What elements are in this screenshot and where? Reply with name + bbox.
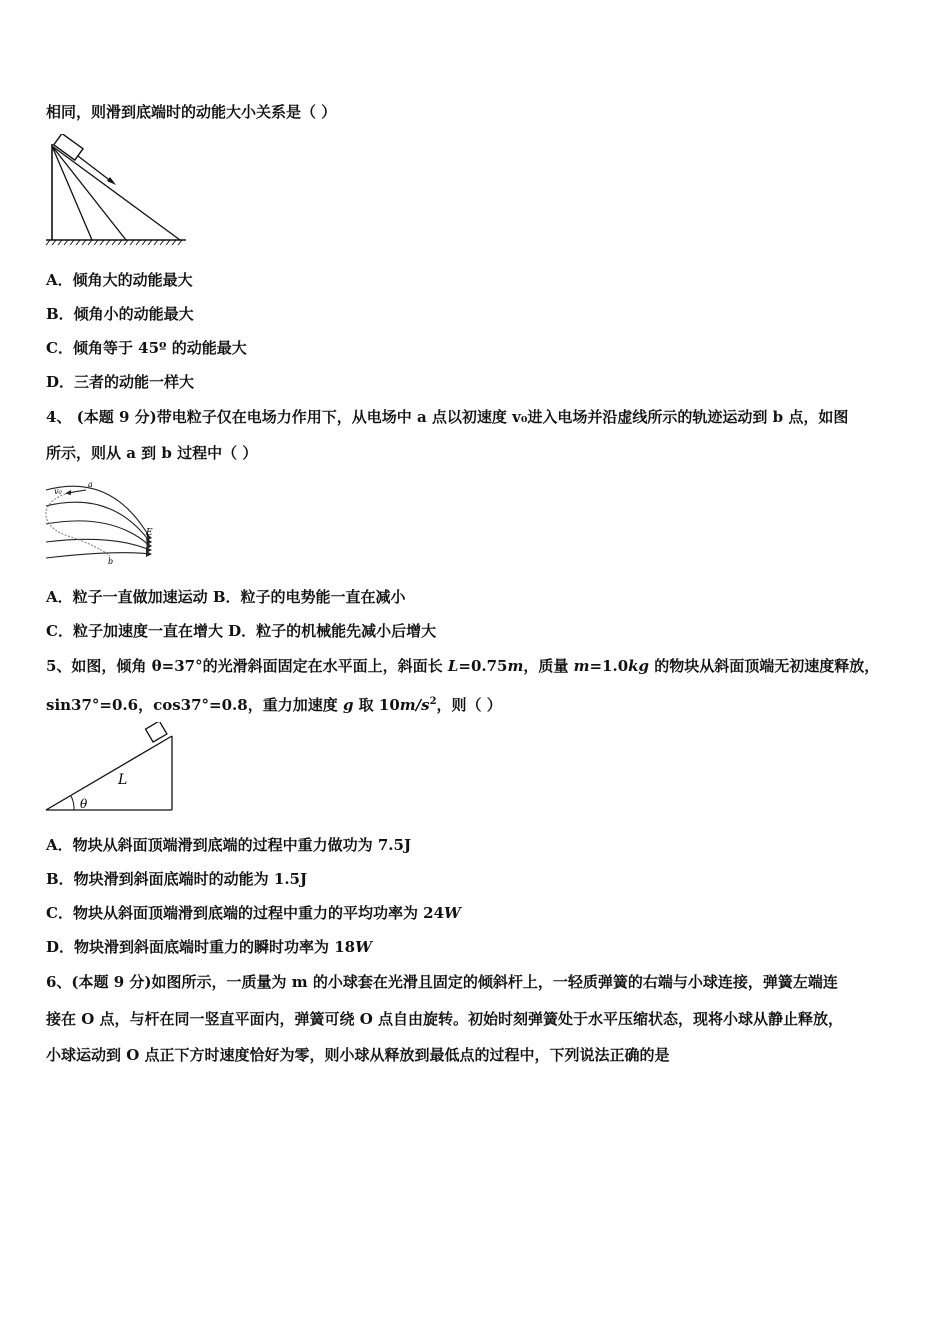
- q3-option-d: D．三者的动能一样大: [46, 373, 195, 391]
- q4-label-v0: v₀: [54, 487, 62, 496]
- q5-incline-figure: [44, 722, 180, 814]
- q3-incline-figure: [44, 134, 194, 246]
- q5-option-d: D．物块滑到斜面底端时重力的瞬时功率为 18W: [46, 938, 372, 956]
- q5-stem-line2: sin37°=0.6，cos37°=0.8，重力加速度 g 取 $10m/s^2$，则（ ）: [46, 696, 502, 714]
- q4-label-E: E: [146, 528, 153, 538]
- q4-label-a: a: [88, 480, 93, 489]
- q5-option-a: A．物块从斜面顶端滑到底端的过程中重力做功为 7.5J: [46, 836, 412, 854]
- q3-option-a: A．倾角大的动能最大: [46, 271, 193, 289]
- q3-option-b: B．倾角小的动能最大: [46, 305, 194, 323]
- q5-stem-line1: 5、如图，倾角 θ=37°的光滑斜面固定在水平面上，斜面长 L=0.75m，质量 m=1.0kg 的物块从斜面顶端无初速度释放，: [46, 657, 880, 675]
- q6-stem-line3: 小球运动到 O 点正下方时速度恰好为零，则小球从释放到最低点的过程中，下列说法正确的是: [46, 1046, 670, 1064]
- q3-stem-tail: 相同，则滑到底端时的动能大小关系是（ ）: [46, 103, 337, 121]
- q4-options-row1: A．粒子一直做加速运动 B．粒子的电势能一直在减小: [46, 588, 406, 606]
- q4-stem-line1: 4、 (本题 9 分)带电粒子仅在电场力作用下，从电场中 a 点以初速度 v₀进入电场并沿虚线所示的轨迹运动到 b 点，如图: [46, 408, 849, 426]
- q4-field-figure: [42, 478, 164, 568]
- q5-label-theta: θ: [80, 797, 88, 811]
- q5-option-b: B．物块滑到斜面底端时的动能为 1.5J: [46, 870, 308, 888]
- q4-options-row2: C．粒子加速度一直在增大 D．粒子的机械能先减小后增大: [46, 622, 437, 640]
- q4-stem-line2: 所示，则从 a 到 b 过程中（ ）: [46, 444, 258, 462]
- q6-stem-line2: 接在 O 点，与杆在同一竖直平面内，弹簧可绕 O 点自由旋转。初始时刻弹簧处于水平压缩状态，现将小球从静止释放，: [46, 1010, 844, 1028]
- q3-option-c: C．倾角等于 45º 的动能最大: [46, 339, 247, 357]
- q5-label-L: L: [118, 772, 128, 788]
- q4-label-b: b: [108, 557, 114, 566]
- q5-option-c: C．物块从斜面顶端滑到底端的过程中重力的平均功率为 24W: [46, 904, 461, 922]
- q6-stem-line1: 6、(本题 9 分)如图所示，一质量为 m 的小球套在光滑且固定的倾斜杆上，一轻质弹簧的右端与小球连接，弹簧左端连: [46, 973, 838, 991]
